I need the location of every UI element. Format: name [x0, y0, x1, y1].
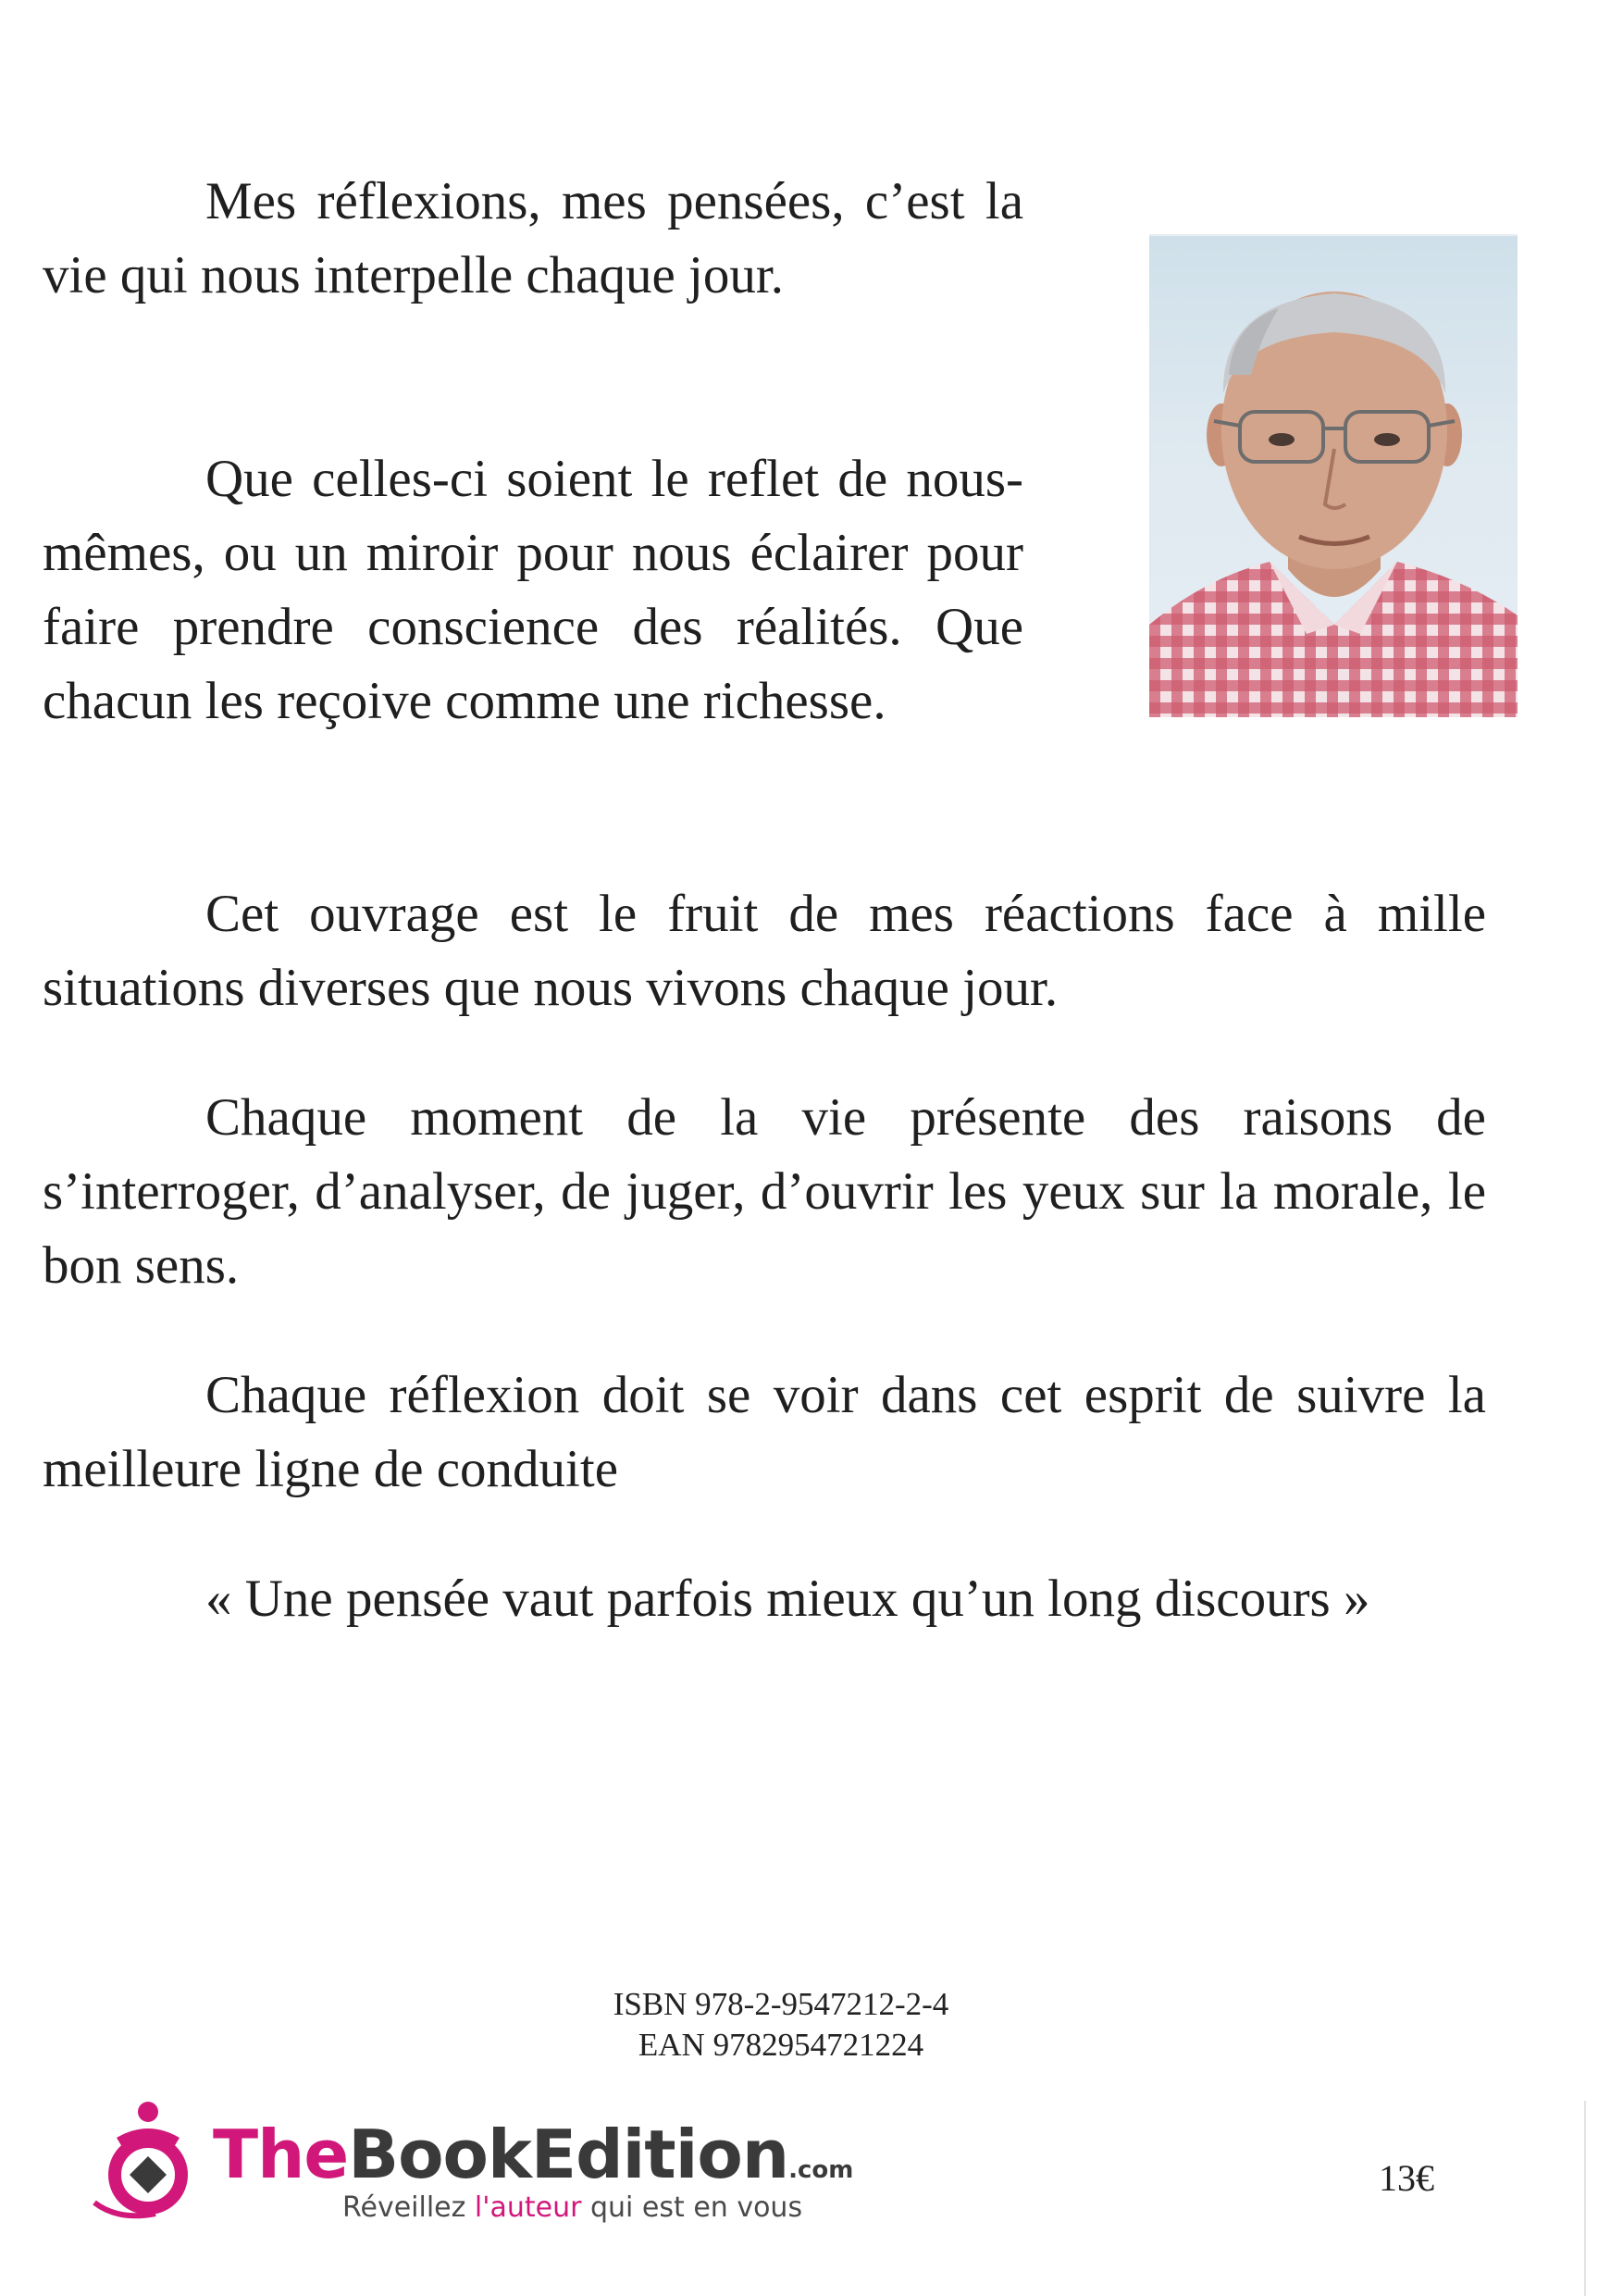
- author-portrait-image: [1149, 236, 1518, 717]
- wordmark-domain: .com: [788, 2156, 854, 2184]
- ean-number: EAN 9782954721224: [638, 2027, 924, 2063]
- author-portrait-photo: [1149, 234, 1518, 717]
- publisher-logo: [91, 2101, 854, 2224]
- wordmark-the: The: [213, 2116, 349, 2193]
- publisher-tagline: [342, 2191, 802, 2224]
- back-cover-paragraph-2: Que celles-ci soient le reflet de nous-mêmes, ou un miroir pour nous éclairer pour faire prendre conscience des réalités. Que chacun les reçoive comme une richesse.: [43, 450, 1023, 730]
- back-cover-quote: « Une pensée vaut parfois mieux qu’un long discours »: [205, 1570, 1370, 1628]
- back-cover-paragraph-1: Mes réflexions, mes pensées, c’est la vie qui nous interpelle chaque jour.: [43, 172, 1023, 304]
- publisher-figure-icon: [91, 2101, 211, 2221]
- tagline-accent: l'auteur: [474, 2191, 582, 2224]
- back-cover-paragraph-4: Chaque moment de la vie présente des raisons de s’interroger, d’analyser, de juger, d’ouvrir les yeux sur la morale, le bon sens.: [43, 1088, 1486, 1295]
- tagline-end: qui est en vous: [581, 2191, 803, 2224]
- tagline-start: Réveillez: [342, 2191, 475, 2224]
- book-identifiers: [518, 1984, 1044, 2066]
- page-edge-line: [1584, 2101, 1586, 2296]
- back-cover-paragraph-3: Cet ouvrage est le fruit de mes réactions face à mille situations diverses que nous vivons chaque jour.: [43, 885, 1486, 1017]
- wordmark-bookedition: BookEdition: [348, 2116, 789, 2193]
- back-cover-paragraph-5: Chaque réflexion doit se voir dans cet esprit de suivre la meilleure ligne de conduite: [43, 1366, 1486, 1498]
- price-label: 13€: [1379, 2157, 1434, 2199]
- isbn-number: ISBN 978-2-9547212-2-4: [613, 1986, 949, 2022]
